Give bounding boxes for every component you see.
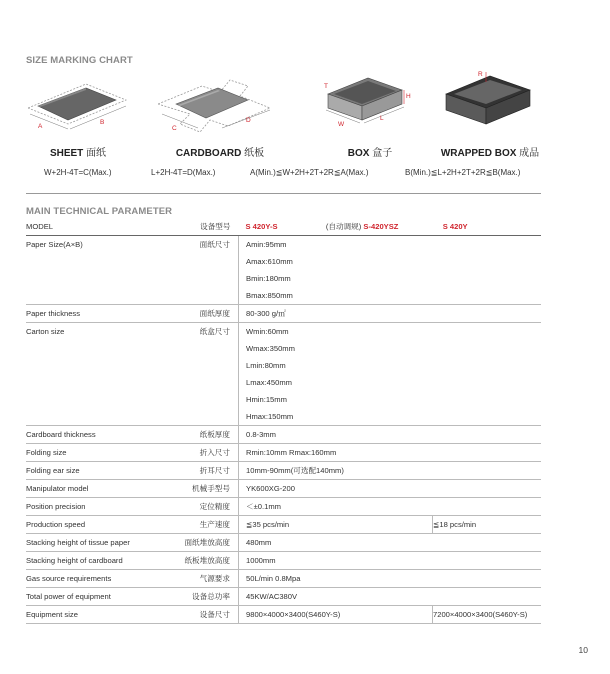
param-name-cn: 纸盒尺寸 xyxy=(164,323,239,426)
box-label-t: T xyxy=(324,83,328,90)
divider xyxy=(26,193,541,194)
page-number: 10 xyxy=(578,645,588,655)
cardboard-label-d: D xyxy=(246,117,251,124)
param-name-cn: 生产速度 xyxy=(164,516,239,534)
param-value-line: 45KW/AC380V xyxy=(246,592,298,601)
param-name-cn: 定位精度 xyxy=(164,498,239,516)
table-row xyxy=(26,534,541,552)
param-name-cn: 设备总功率 xyxy=(164,588,239,606)
param-value-line: Wmin:60mm xyxy=(246,327,289,336)
param-name-cn: 气源要求 xyxy=(164,570,239,588)
box-caption: BOX 盒子 xyxy=(347,148,393,159)
wrapped-box-caption: WRAPPED BOX 成品 xyxy=(440,148,540,159)
param-value-line: Hmin:15mm xyxy=(246,395,287,404)
table-row xyxy=(26,426,541,444)
box-formula: A(Min.)≦W+2H+2T+2R≦A(Max.) xyxy=(250,168,369,177)
cardboard-diagram xyxy=(158,74,274,134)
param-value-alt xyxy=(433,305,542,323)
sheet-formula: W+2H-4T=C(Max.) xyxy=(44,168,112,177)
param-value-line: ≦35 pcs/min xyxy=(246,520,290,529)
box-label-w: W xyxy=(338,121,345,128)
param-value-alt xyxy=(433,498,542,516)
param-name-en: Carton size xyxy=(26,323,164,426)
param-value-alt xyxy=(433,462,542,480)
table-header-row xyxy=(26,218,541,236)
sheet-label-a: A xyxy=(38,123,43,130)
cardboard-label-c: C xyxy=(172,125,177,132)
param-value xyxy=(239,236,433,305)
param-name-en: Cardboard thickness xyxy=(26,426,164,444)
param-value xyxy=(239,606,433,624)
param-value-line: Amax:610mm xyxy=(246,257,293,266)
table-row xyxy=(26,444,541,462)
param-value-line: 1000mm xyxy=(246,556,276,565)
param-name-en: Paper Size(A×B) xyxy=(26,236,164,305)
table-row xyxy=(26,606,541,624)
table-row xyxy=(26,236,541,305)
cardboard-formula: L+2H-4T=D(Max.) xyxy=(151,168,216,177)
sheet-caption: SHEET 面纸 xyxy=(49,148,107,159)
param-name-en: Manipulator model xyxy=(26,480,164,498)
param-value-line: Lmin:80mm xyxy=(246,361,286,370)
param-name-cn: 纸板厚度 xyxy=(164,426,239,444)
table-row xyxy=(26,588,541,606)
param-name-en: Folding ear size xyxy=(26,462,164,480)
sheet-diagram xyxy=(28,76,128,132)
param-value-alt xyxy=(433,534,542,552)
param-value xyxy=(239,570,433,588)
wrapped-box-formula: B(Min.)≦L+2H+2T+2R≦B(Max.) xyxy=(405,168,521,177)
param-value-line: Rmin:10mm Rmax:160mm xyxy=(246,448,337,457)
size-marking-title: SIZE MARKING CHART xyxy=(26,55,133,66)
param-name-cn: 折耳尺寸 xyxy=(164,462,239,480)
param-value-alt xyxy=(433,480,542,498)
header-model-en: MODEL xyxy=(26,218,164,236)
param-value xyxy=(239,323,433,426)
table-row xyxy=(26,552,541,570)
param-value-line: 80-300 g/㎡ xyxy=(246,309,286,318)
param-value-line: 10mm-90mm(可选配140mm) xyxy=(246,466,344,475)
param-name-cn: 面纸堆放高度 xyxy=(164,534,239,552)
param-value-alt xyxy=(433,323,542,426)
cardboard-caption: CARDBOARD 纸板 xyxy=(175,148,265,159)
param-value-line: Bmax:850mm xyxy=(246,291,293,300)
model-s420y-s: S 420Y-S xyxy=(245,222,278,231)
param-value xyxy=(239,588,433,606)
param-value-alt xyxy=(433,570,542,588)
wrapped-box-diagram xyxy=(440,68,540,134)
param-value-line: Bmin:180mm xyxy=(246,274,291,283)
param-value xyxy=(239,516,433,534)
param-value xyxy=(239,552,433,570)
param-value-line: Lmax:450mm xyxy=(246,378,293,387)
param-value-line: 9800×4000×3400(S460Y-S) xyxy=(246,610,341,619)
param-value xyxy=(239,305,433,323)
param-value xyxy=(239,462,433,480)
param-value xyxy=(239,480,433,498)
box-diagram xyxy=(318,74,418,132)
table-row xyxy=(26,305,541,323)
param-value-alt: ≦18 pcs/min xyxy=(433,516,542,534)
parameter-table xyxy=(26,218,541,624)
param-value xyxy=(239,534,433,552)
wrapped-label-r: R xyxy=(478,71,483,78)
table-row xyxy=(26,570,541,588)
param-value-line: YK600XG-200 xyxy=(246,484,295,493)
model-s420y: S 420Y xyxy=(442,222,468,231)
model-s420ysz: S-420YSZ xyxy=(363,222,399,231)
param-value xyxy=(239,498,433,516)
param-name-cn: 面纸厚度 xyxy=(164,305,239,323)
param-value-line: ＜±0.1mm xyxy=(246,502,281,511)
table-row xyxy=(26,462,541,480)
param-name-cn: 折入尺寸 xyxy=(164,444,239,462)
param-value-alt: 7200×4000×3400(S460Y-S) xyxy=(433,606,542,624)
table-row xyxy=(26,323,541,426)
param-value-line: Hmax:150mm xyxy=(246,412,294,421)
param-value-alt xyxy=(433,426,542,444)
box-label-h: H xyxy=(406,93,411,100)
parameter-title: MAIN TECHNICAL PARAMETER xyxy=(26,206,173,217)
sheet-label-b: B xyxy=(100,119,105,126)
param-value xyxy=(239,426,433,444)
box-label-l: L xyxy=(380,115,384,122)
param-name-cn: 面纸尺寸 xyxy=(164,236,239,305)
param-name-en: Total power of equipment xyxy=(26,588,164,606)
param-value-line: 50L/min 0.8Mpa xyxy=(246,574,301,583)
header-model-cn: 设备型号 xyxy=(164,218,239,236)
param-value-alt xyxy=(433,236,542,305)
param-name-en: Paper thickness xyxy=(26,305,164,323)
table-row xyxy=(26,480,541,498)
param-value-line: 480mm xyxy=(246,538,272,547)
param-name-cn: 机械手型号 xyxy=(164,480,239,498)
param-value-alt xyxy=(433,444,542,462)
param-value xyxy=(239,444,433,462)
param-name-en: Equipment size xyxy=(26,606,164,624)
param-name-en: Stacking height of cardboard xyxy=(26,552,164,570)
param-value-line: Amin:95mm xyxy=(246,240,287,249)
param-value-line: Wmax:350mm xyxy=(246,344,295,353)
param-value-alt xyxy=(433,552,542,570)
model-auto-adjust: (自动调规) xyxy=(325,222,362,231)
param-name-en: Gas source requirements xyxy=(26,570,164,588)
param-name-en: Position precision xyxy=(26,498,164,516)
param-value-alt xyxy=(433,588,542,606)
param-name-en: Stacking height of tissue paper xyxy=(26,534,164,552)
table-row xyxy=(26,516,541,534)
param-name-en: Folding size xyxy=(26,444,164,462)
param-name-cn: 设备尺寸 xyxy=(164,606,239,624)
param-name-en: Production speed xyxy=(26,516,164,534)
table-row xyxy=(26,498,541,516)
param-name-cn: 纸板堆放高度 xyxy=(164,552,239,570)
param-value-line: 0.8-3mm xyxy=(246,430,276,439)
header-models xyxy=(239,218,542,236)
